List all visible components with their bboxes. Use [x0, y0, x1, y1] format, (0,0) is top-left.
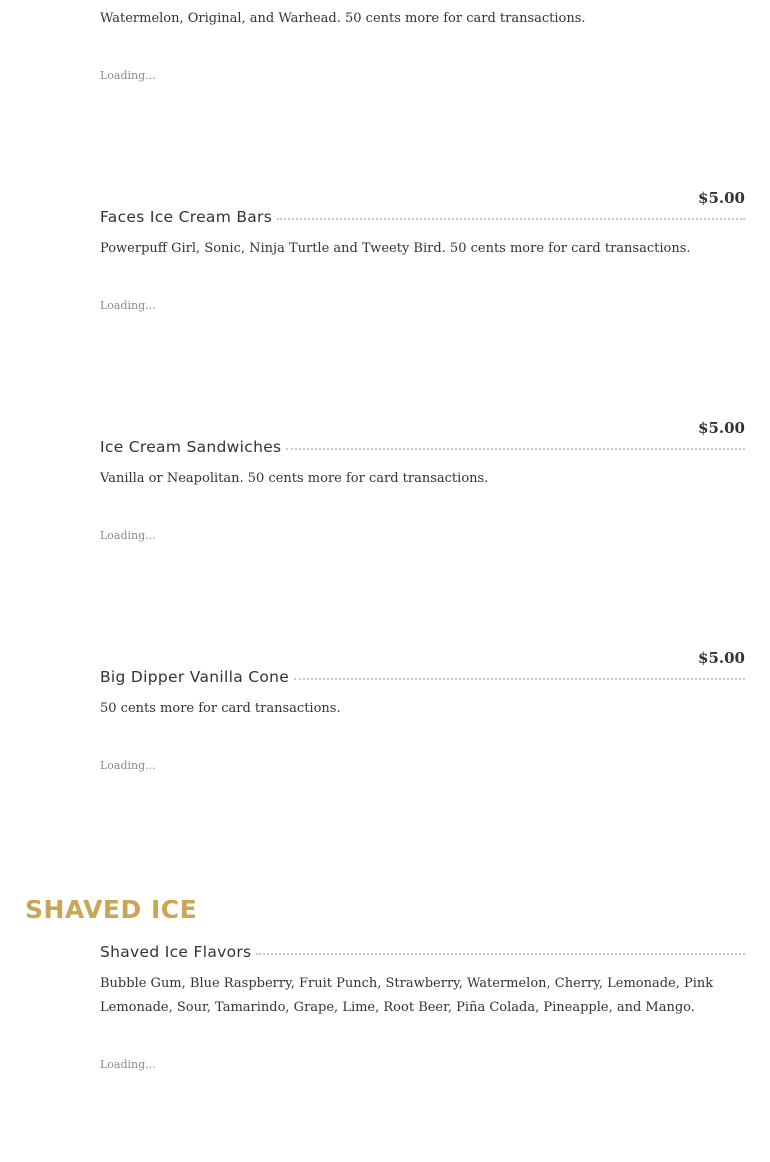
dotted-leader [294, 678, 745, 680]
item-name: Shaved Ice Flavors [100, 943, 252, 961]
dotted-leader [286, 448, 745, 450]
loading-indicator: Loading... [100, 299, 156, 312]
item-description: Powerpuff Girl, Sonic, Ninja Turtle and Tweety Bird. 50 cents more for card transactions. [100, 241, 691, 256]
dotted-leader [277, 218, 745, 220]
loading-indicator: Loading... [100, 69, 156, 82]
loading-indicator: Loading... [100, 529, 156, 542]
item-name: Faces Ice Cream Bars [100, 208, 273, 226]
item-name: Ice Cream Sandwiches [100, 438, 282, 456]
loading-indicator: Loading... [100, 1058, 156, 1071]
item-name: Big Dipper Vanilla Cone [100, 668, 290, 686]
item-description: Vanilla or Neapolitan. 50 cents more for card transactions. [100, 471, 489, 486]
section-title: SHAVED ICE [25, 895, 198, 924]
item-price: $5.00 [698, 189, 745, 207]
dotted-leader [256, 953, 745, 955]
menu-item[interactable] [100, 208, 745, 226]
menu-item[interactable] [100, 943, 745, 961]
menu-item[interactable] [100, 668, 745, 686]
item-price: $5.00 [698, 649, 745, 667]
loading-indicator: Loading... [100, 759, 156, 772]
item-price: $5.00 [698, 419, 745, 437]
item-description: 50 cents more for card transactions. [100, 701, 341, 716]
item-description: Bubble Gum, Blue Raspberry, Fruit Punch, Strawberry, Watermelon, Cherry, Lemonade, Pink Lemonade, Sour, Tamarindo, Grape, Lime, Root Beer, Piña Colada, Pineapple, and Mango. [100, 976, 714, 1015]
menu-item[interactable] [100, 438, 745, 456]
item-description: Watermelon, Original, and Warhead. 50 cents more for card transactions. [100, 11, 586, 26]
